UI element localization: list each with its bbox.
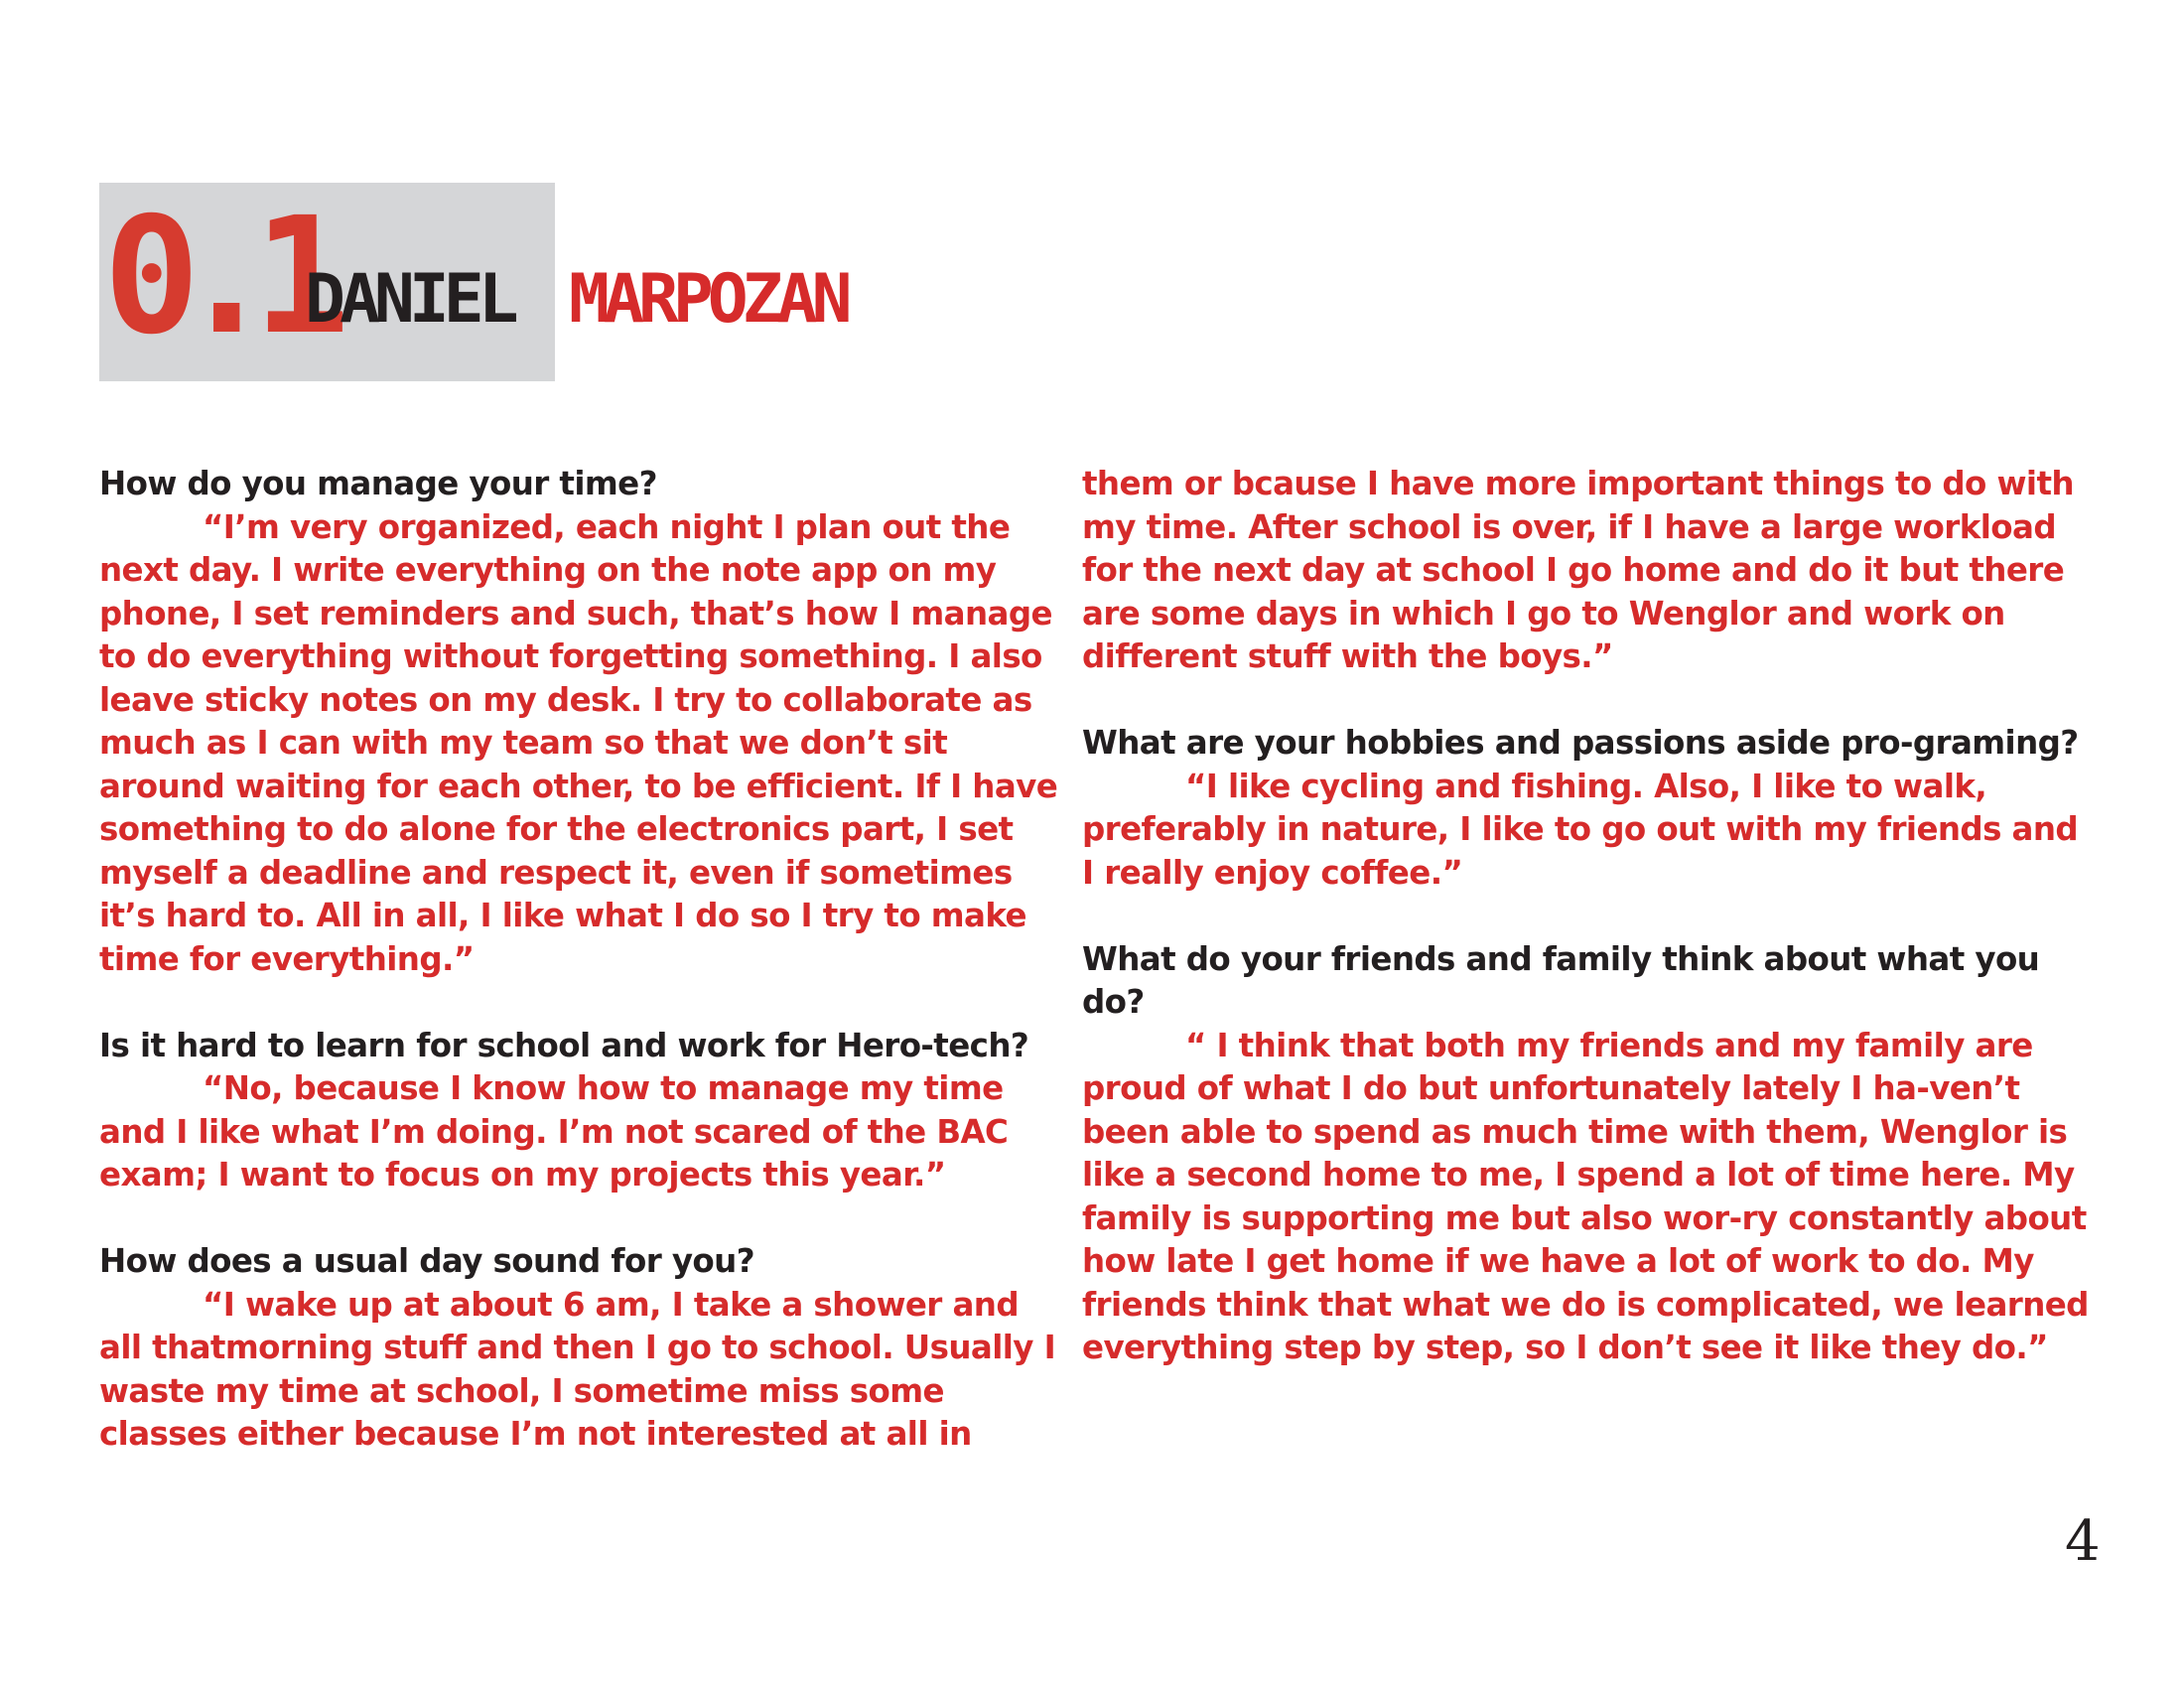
first-name: DANIEL <box>305 260 513 339</box>
last-name: MARPOZAN <box>569 260 847 339</box>
answer-time-management: “I’m very organized, each night I plan out the next day. I write everything on the note app on my phone, I set reminders and such, that’s how I manage to do everything without forgetting something. I also leave sticky notes on my desk. I try to collaborate as much as I can with my team so that we don’t sit around waiting for each other, to be efficient. If I have something to do alone for the electronics part, I set myself a deadline and respect it, even if sometimes it’s hard to. All in all, I like what I do so I try to make time for everything.” <box>99 507 1058 978</box>
section-number: 0.1 <box>103 184 329 370</box>
question-usual-day: How does a usual day sound for you? <box>99 1242 754 1280</box>
answer-friends-family: “ I think that both my friends and my family are proud of what I do but unfortunately lately I ha-ven’t been able to spend as much time with them, Wenglor is like a second home to me, I spend a lot of time here. My family is supporting me but also wor-ry constantly about how late I get home if we have a lot of work to do. My friends think that what we do is complicated, we learned everything step by step, so I don’t see it like they do.” <box>1082 1026 2089 1366</box>
page-number: 4 <box>2065 1509 2101 1574</box>
answer-usual-day: “I wake up at about 6 am, I take a shower and all thatmorning stuff and then I go to school. Usually I waste my time at school, I sometime miss some classes either because I’m not interested at all in <box>99 1285 1056 1453</box>
question-school-and-work: Is it hard to learn for school and work for Hero-tech? <box>99 1026 1029 1064</box>
question-hobbies: What are your hobbies and passions aside pro-graming? <box>1082 724 2079 762</box>
right-column <box>1082 463 2095 1370</box>
question-time-management: How do you manage your time? <box>99 465 657 502</box>
page-header <box>99 183 1092 381</box>
answer-school-and-work: “No, because I know how to manage my time and I like what I’m doing. I’m not scared of the BAC exam; I want to focus on my projects this year.” <box>99 1069 1009 1194</box>
question-friends-family: What do your friends and family think about what you do? <box>1082 939 2040 1021</box>
left-column <box>99 463 1062 1457</box>
answer-usual-day-continued: them or bcause I have more important things to do with my time. After school is over, if I have a large workload for the next day at school I go home and do it but there are some days in which I go to Wenglor and work on different stuff with the boys.” <box>1082 465 2074 675</box>
answer-hobbies: “I like cycling and fishing. Also, I like to walk, preferably in nature, I like to go out with my friends and I really enjoy coffee.” <box>1082 767 2079 892</box>
